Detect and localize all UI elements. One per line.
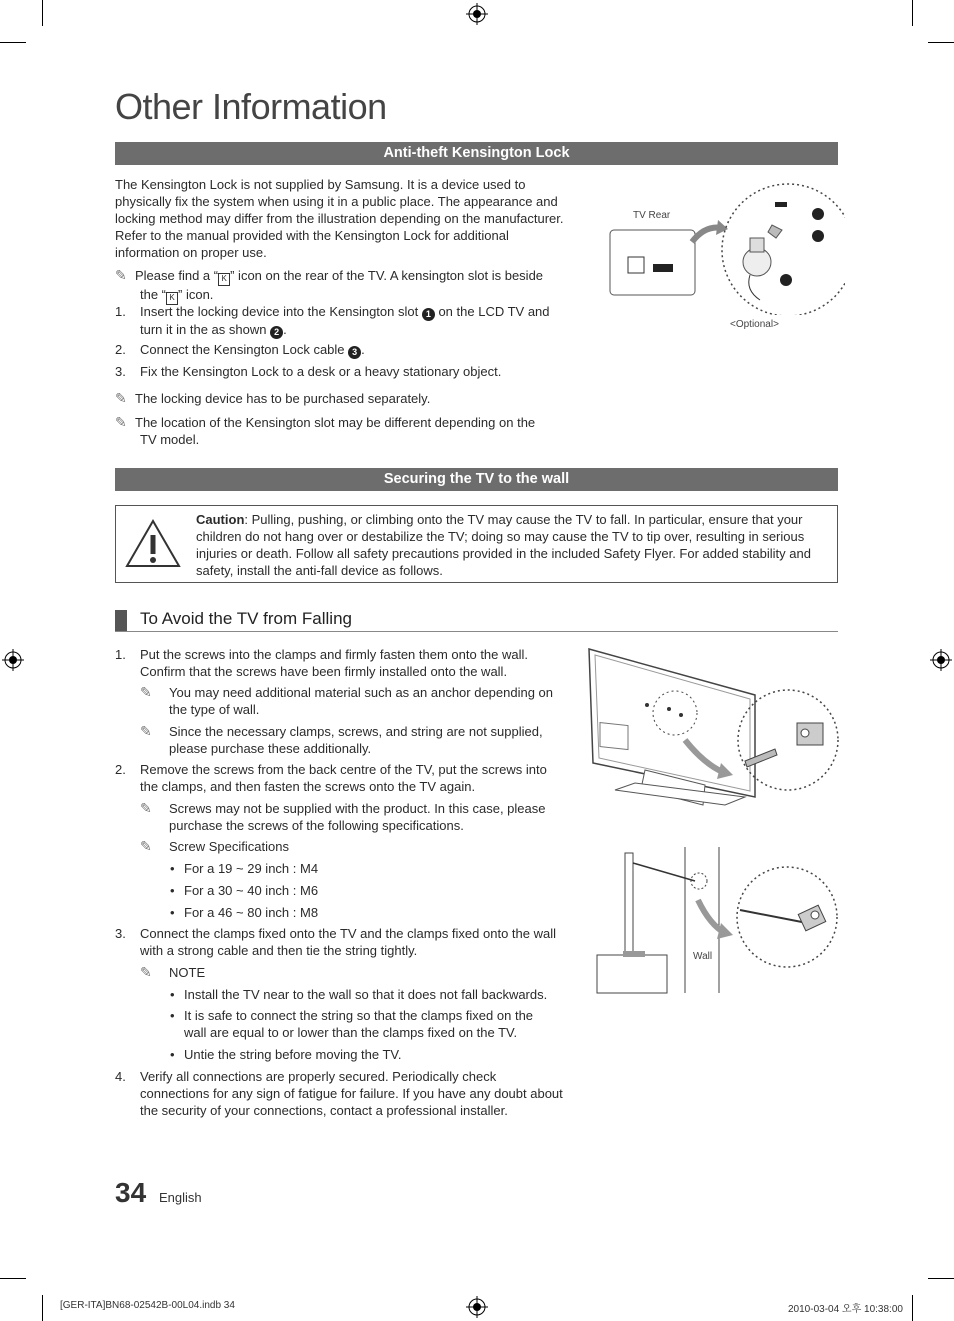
list-item: • It is safe to connect the string so that the clamps fixed on the wall are equal to or lower than the clamps fixed on the TV. xyxy=(170,1007,570,1041)
section-heading-kensington: Anti-theft Kensington Lock xyxy=(115,142,838,165)
step-line: Verify all connections are properly secured. Periodically check xyxy=(140,1069,497,1084)
crop-mark xyxy=(912,0,913,26)
crop-mark xyxy=(42,1295,43,1321)
step-text-part: Connect the Kensington Lock cable xyxy=(140,342,349,357)
wall-label: Wall xyxy=(693,951,713,962)
note-text: Please find a “ xyxy=(135,268,219,283)
step-line: Connect the clamps fixed onto the TV and the clamps fixed onto the wall xyxy=(140,926,556,941)
caution-label: Caution xyxy=(196,512,245,527)
note-text: the type of wall. xyxy=(169,702,260,717)
tv-back-illustration xyxy=(585,645,845,815)
caution-line: children do not hang over or destabilize the TV; doing so may cause the TV to tip over, resulting in serious xyxy=(196,529,805,544)
step-text xyxy=(140,761,547,795)
file-info: [GER-ITA]BN68-02542B-00L04.indb 34 xyxy=(60,1300,235,1311)
step-line: with a strong cable and then tie the string tightly. xyxy=(140,943,418,958)
note-text: the “ xyxy=(140,287,167,302)
note-purchase-separately xyxy=(115,390,575,407)
step-line: Put the screws into the clamps and firmly fasten them onto the wall. xyxy=(140,647,529,662)
list-item: • For a 30 ~ 40 inch : M6 xyxy=(170,883,319,898)
note-text: wall are equal to or lower than the clamps fixed on the TV. xyxy=(184,1025,518,1040)
note-text: ” icon. xyxy=(178,287,214,302)
subheading-bar xyxy=(115,610,127,631)
caution-line: safety, install the anti-fall device as follows. xyxy=(196,563,443,578)
list-item: • Install the TV near to the wall so that it does not fall backwards. xyxy=(170,987,548,1002)
registration-mark-icon xyxy=(930,649,952,671)
list-item: • For a 19 ~ 29 inch : M4 xyxy=(170,861,319,876)
subheading-text: To Avoid the TV from Falling xyxy=(140,609,352,628)
note-pencil-icon: ✎ xyxy=(140,684,152,700)
note-anchor xyxy=(140,684,580,718)
spec-text: For a 46 ~ 80 inch : M8 xyxy=(184,905,319,920)
note-text: purchase the screws of the following specifications. xyxy=(169,818,464,833)
registration-mark-icon xyxy=(2,649,24,671)
note-pencil-icon: ✎ xyxy=(140,800,152,816)
note-text: You may need additional material such as an anchor depending on xyxy=(169,685,554,700)
step-text xyxy=(140,303,550,339)
note-slot-location xyxy=(115,414,575,448)
page-number: 34 xyxy=(115,1177,147,1208)
note-pencil-icon: ✎ xyxy=(115,414,127,430)
kensington-icon: K xyxy=(166,292,178,305)
step-line: connections for any sign of fatigue for failure. If you have any doubt about xyxy=(140,1086,563,1101)
step-line: Remove the screws from the back centre of the TV, put the screws into xyxy=(140,762,547,777)
caution-box xyxy=(115,505,838,583)
crop-mark xyxy=(928,1278,954,1279)
marker-1: 1 xyxy=(422,308,435,321)
note-text: Install the TV near to the wall so that it does not fall backwards. xyxy=(184,987,548,1002)
tv-rear-label: TV Rear xyxy=(633,210,671,221)
spec-text: For a 19 ~ 29 inch : M4 xyxy=(184,861,319,876)
intro-line: The Kensington Lock is not supplied by Samsung. It is a device used to xyxy=(115,177,526,192)
note-pencil-icon: ✎ xyxy=(115,267,127,283)
note-text: ” icon on the rear of the TV. A kensington slot is beside xyxy=(230,268,544,283)
caution-line: : Pulling, pushing, or climbing onto the TV may cause the TV to fall. In particular, ensure that your xyxy=(244,512,803,527)
step-text xyxy=(140,1068,563,1119)
marker-2: 2 xyxy=(270,326,283,339)
step-text-part: turn it in the as shown xyxy=(140,322,271,337)
note-text: Screw Specifications xyxy=(169,839,289,854)
note-screws xyxy=(140,800,580,834)
step-number: 1. xyxy=(115,304,126,319)
warning-triangle-icon xyxy=(125,518,181,568)
note-screw-specs xyxy=(140,838,580,855)
crop-mark xyxy=(42,0,43,26)
kensington-intro xyxy=(115,176,565,261)
note-text: Screws may not be supplied with the product. In this case, please xyxy=(169,801,546,816)
list-item: • For a 46 ~ 80 inch : M8 xyxy=(170,905,319,920)
crop-mark xyxy=(0,42,26,43)
step-text: Fix the Kensington Lock to a desk or a heavy stationary object. xyxy=(140,364,502,379)
kensington-lock-illustration xyxy=(600,180,845,315)
step-text xyxy=(140,646,528,680)
optional-label: <Optional> xyxy=(730,319,779,330)
note-text: The location of the Kensington slot may be different depending on the xyxy=(135,415,536,430)
step-line: Confirm that the screws have been firmly installed onto the wall. xyxy=(140,664,508,679)
note-text: please purchase these additionally. xyxy=(169,741,372,756)
step-line: the clamps, and then fasten the screws onto the TV again. xyxy=(140,779,476,794)
page-title: Other Information xyxy=(115,86,387,127)
note-text: The locking device has to be purchased separately. xyxy=(135,391,431,406)
section-heading-wall: Securing the TV to the wall xyxy=(115,468,838,491)
kensington-icon: K xyxy=(218,273,230,286)
step-number: 1. xyxy=(115,647,126,662)
date-info: 2010-03-04 오후 10:38:00 xyxy=(788,1304,903,1315)
step-number: 3. xyxy=(115,364,126,379)
note-text: TV model. xyxy=(140,432,200,447)
step-text-part: Insert the locking device into the Kensington slot xyxy=(140,304,422,319)
marker-3: 3 xyxy=(348,346,361,359)
step-line: the security of your connections, contact a professional installer. xyxy=(140,1103,508,1118)
intro-line: physically fix the system when using it in a public place. The appearance and xyxy=(115,194,558,209)
step-text-part: . xyxy=(283,322,287,337)
step-number: 3. xyxy=(115,926,126,941)
note-text: It is safe to connect the string so that the clamps fixed on the xyxy=(184,1008,534,1023)
intro-line: information on proper use. xyxy=(115,245,267,260)
note-pencil-icon: ✎ xyxy=(115,390,127,406)
step-text-part: on the LCD TV and xyxy=(434,304,550,319)
note-pencil-icon: ✎ xyxy=(140,964,152,980)
step-number: 2. xyxy=(115,762,126,777)
note-label: NOTE xyxy=(169,965,206,980)
note-text: Untie the string before moving the TV. xyxy=(184,1047,402,1062)
step-text xyxy=(140,925,556,959)
note-pencil-icon: ✎ xyxy=(140,838,152,854)
note-pencil-icon: ✎ xyxy=(140,723,152,739)
subheading-avoid-falling xyxy=(115,607,838,632)
registration-mark-icon xyxy=(466,1296,488,1318)
spec-text: For a 30 ~ 40 inch : M6 xyxy=(184,883,319,898)
caution-text xyxy=(196,511,826,579)
note-kensington-icon xyxy=(115,267,575,305)
wall-mount-illustration xyxy=(595,845,845,995)
crop-mark xyxy=(928,42,954,43)
step-number: 2. xyxy=(115,342,126,357)
note-text: Since the necessary clamps, screws, and string are not supplied, xyxy=(169,724,543,739)
step-text xyxy=(140,341,365,359)
note-not-supplied xyxy=(140,723,580,757)
intro-line: locking method may differ from the illustration depending on the manufacturer. xyxy=(115,211,564,226)
registration-mark-icon xyxy=(466,3,488,25)
crop-mark xyxy=(912,1295,913,1321)
caution-line: injuries or death. Follow all safety precautions provided in the included Safety Flyer. For added stability and xyxy=(196,546,811,561)
note-header xyxy=(140,964,580,981)
crop-mark xyxy=(0,1278,26,1279)
step-text-part: . xyxy=(361,342,365,357)
step-number: 4. xyxy=(115,1069,126,1084)
list-item: • Untie the string before moving the TV. xyxy=(170,1047,402,1062)
intro-line: Refer to the manual provided with the Kensington Lock for additional xyxy=(115,228,509,243)
language-label: English xyxy=(159,1190,202,1205)
